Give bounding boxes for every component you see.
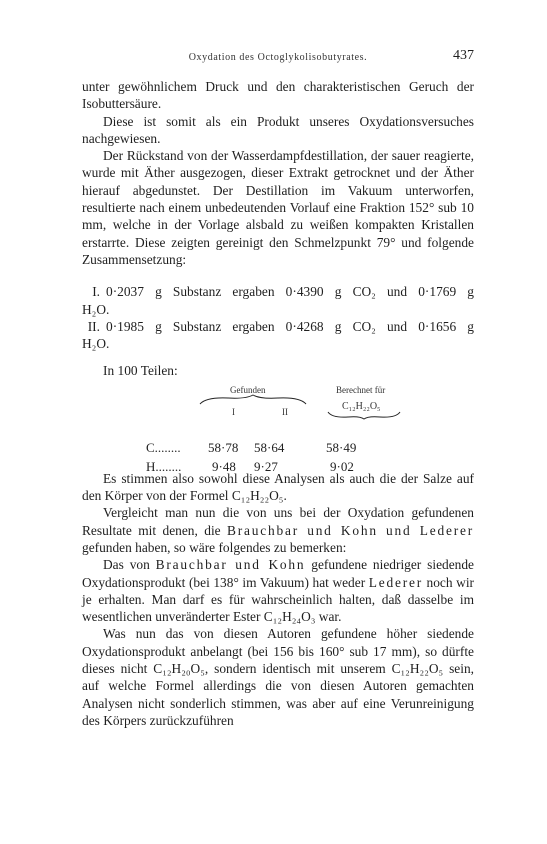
analysis-2 <box>82 318 474 353</box>
calc-label: Berechnet für <box>336 384 386 395</box>
author-names: Brauchbar und Kohn und Lederer <box>227 522 474 538</box>
running-title: Oxydation des Octoglykolisobutyrates. <box>188 52 368 63</box>
calc-brace-icon <box>326 410 402 420</box>
column-ii-header: II <box>282 406 288 417</box>
found-brace-icon <box>198 394 308 406</box>
table-row: H........ 9·48 9·27 9·02 <box>146 459 354 475</box>
analysis-continuation: H₂O. <box>82 336 110 352</box>
analysis-line: 0·2037 g Substanz ergaben 0·4390 g CO₂ und 0·1769 g <box>106 284 474 300</box>
calc-formula: C₁₂H₂₂O₅ <box>342 400 381 412</box>
paragraph-6: Das von Brauchbar und Kohn gefundene niedriger siedende Oxydationsprodukt (bei 138° im Vakuum) hat weder Lederer noch wir je erhalten. Man darf es für wahrscheinlich halten, daß dasselbe im wesentlichen unveränderter Ester C₁₂H₂₄O₃ war. <box>82 557 474 625</box>
page-number: 437 <box>453 48 474 63</box>
analyses-list <box>82 283 474 352</box>
paragraph-7: Was nun das von diesen Autoren gefundene höher siedende Oxydationsprodukt anbelangt (bei 156 bis 160° sub 17 mm), so dürfte dieses nicht C₁₂H₂₀O₅, sondern identisch mit unserem C₁₂H₂₂O₅ sein, auf welche Formel allerdings die von diesen Autoren gemachten Analysen nicht sonderlich stimmen, was aber auf eine Verunreinigung des Körpers zurückzuführen <box>82 626 474 728</box>
paragraph-1: unter gewöhnlichem Druck und den charakteristischen Geruch der Isobuttersäure. <box>82 79 474 112</box>
paragraph-4: Es stimmen also sowohl diese Analysen als auch die der Salze auf den Körper von der Formel C₁₂H₂₂O₅. <box>82 470 474 504</box>
composition-table <box>82 382 474 475</box>
analysis-continuation: H₂O. <box>82 301 110 317</box>
analysis-number: I. <box>92 284 100 300</box>
author-name: Lederer <box>368 574 423 590</box>
analysis-number: II. <box>87 318 100 334</box>
author-names: Brauchbar und Kohn <box>155 557 306 573</box>
paragraph-5: Vergleicht man nun die von uns bei der Oxydation gefundenen Resultate mit denen, die Brauchbar und Kohn und Lederer gefunden haben, so wäre folgendes zu bemerken: <box>82 505 474 555</box>
paragraph-3: Der Rückstand von der Wasserdampfdestillation, der sauer reagierte, wurde mit Äther ausgezogen, dieser Extrakt getrocknet und der Äther hierauf abgedunstet. Der Destillation im Vakuum unterworfen, resultierte nach einem unbedeutenden Vorlauf eine Fraktion 152° sub 10 mm, welche in der Vorlage alsbald zu weißen kompakten Kristallen erstarrte. Diese zeigten gereinigt den Schmelzpunkt 79° und folgende Zusammensetzung: <box>82 148 474 267</box>
analysis-1 <box>82 283 474 318</box>
paragraph-2: Diese ist somit als ein Produkt unseres Oxydationsversuches nachgewiesen. <box>82 113 474 146</box>
column-i-header: I <box>232 406 235 417</box>
table-row: C........ 58·78 58·64 58·49 <box>146 440 357 456</box>
book-page <box>82 46 474 729</box>
found-label: Gefunden <box>230 384 266 395</box>
analysis-line: 0·1985 g Substanz ergaben 0·4268 g CO₂ und 0·1656 g <box>106 318 474 334</box>
table-intro: In 100 Teilen: <box>103 363 178 379</box>
page-header <box>82 46 474 68</box>
page-body <box>82 78 474 729</box>
